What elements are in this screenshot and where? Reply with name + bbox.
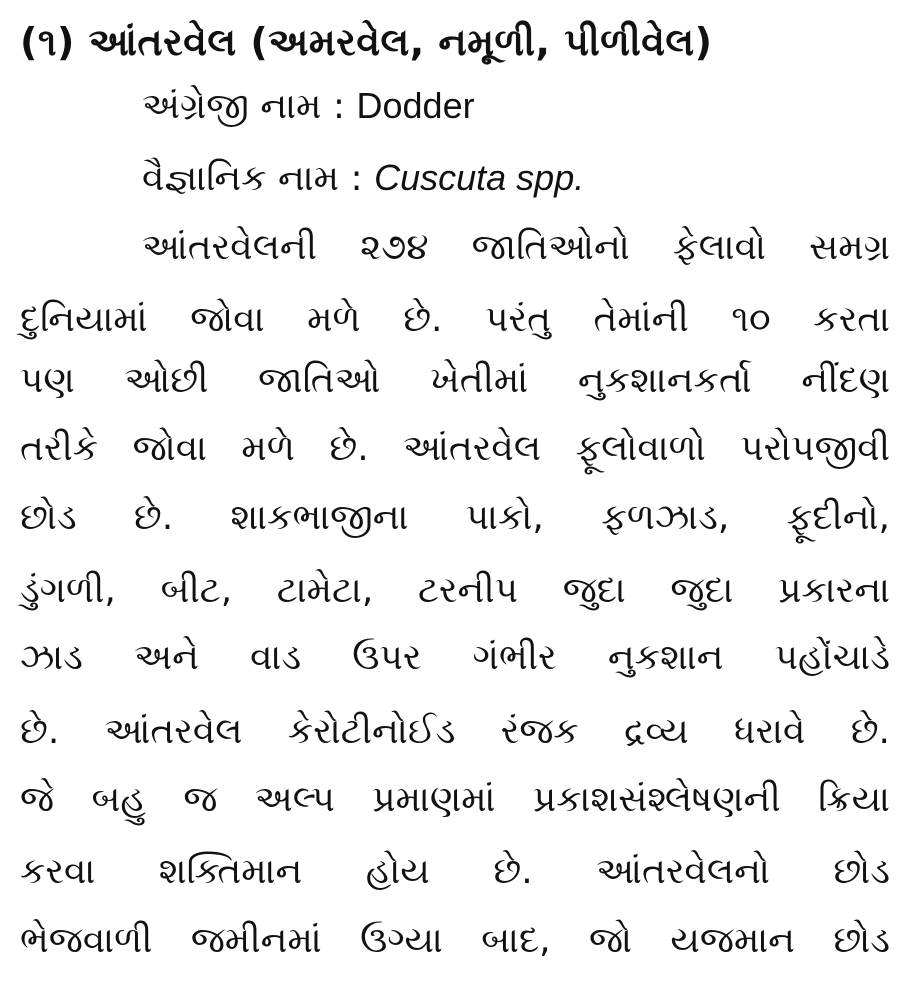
english-name-separator: : bbox=[332, 86, 346, 127]
section-heading: (૧) આંતરવેલ (અમરવેલ, નમૂળી, પીળીવેલ) bbox=[20, 20, 713, 64]
paragraph-line: જે બહુ જ અલ્પ પ્રમાણમાં પ્રકાશસંશ્લેષણની ક્રિયા bbox=[20, 779, 890, 820]
paragraph-line: ડુંગળી, બીટ, ટામેટા, ટરનીપ જુદા જુદા પ્રકારના bbox=[20, 570, 890, 611]
scientific-name-row bbox=[142, 152, 584, 205]
scientific-name-label: વૈજ્ઞાનિક નામ bbox=[142, 158, 340, 199]
paragraph-line: છે. આંતરવેલ કેરોટીનોઈડ રંજક દ્રવ્ય ધરાવે છે. bbox=[20, 711, 890, 752]
paragraph-line: પણ ઓછી જાતિઓ ખેતીમાં નુકશાનકર્તા નીંદણ bbox=[20, 360, 890, 401]
paragraph-line: છોડ છે. શાકભાજીના પાકો, ફળઝાડ, ફૂદીનો, bbox=[20, 497, 890, 538]
scientific-name-separator: : bbox=[350, 158, 363, 199]
paragraph-line: દુનિયામાં જોવા મળે છે. પરંતુ તેમાંની ૧૦ કરતા bbox=[20, 299, 890, 340]
paragraph-line: ભેજવાળી જમીનમાં ઉગ્યા બાદ, જો યજમાન છોડ bbox=[20, 920, 890, 961]
paragraph-line: ઝાડ અને વાડ ઉપર ગંભીર નુકશાન પહોંચાડે bbox=[20, 637, 890, 678]
english-name-value: Dodder bbox=[356, 85, 475, 126]
paragraph-line: કરવા શક્તિમાન હોય છે. આંતરવેલનો છોડ bbox=[20, 851, 890, 892]
paragraph-line: આંતરવેલની ૨૭૪ જાતિઓનો ફેલાવો સમગ્ર bbox=[142, 227, 890, 268]
scientific-name-value: Cuscuta spp. bbox=[374, 157, 585, 198]
paragraph-line: તરીકે જોવા મળે છે. આંતરવેલ ફૂલોવાળો પરોપજીવી bbox=[20, 428, 890, 469]
english-name-row bbox=[142, 80, 475, 133]
english-name-label: અંગ્રેજી નામ bbox=[142, 86, 322, 127]
